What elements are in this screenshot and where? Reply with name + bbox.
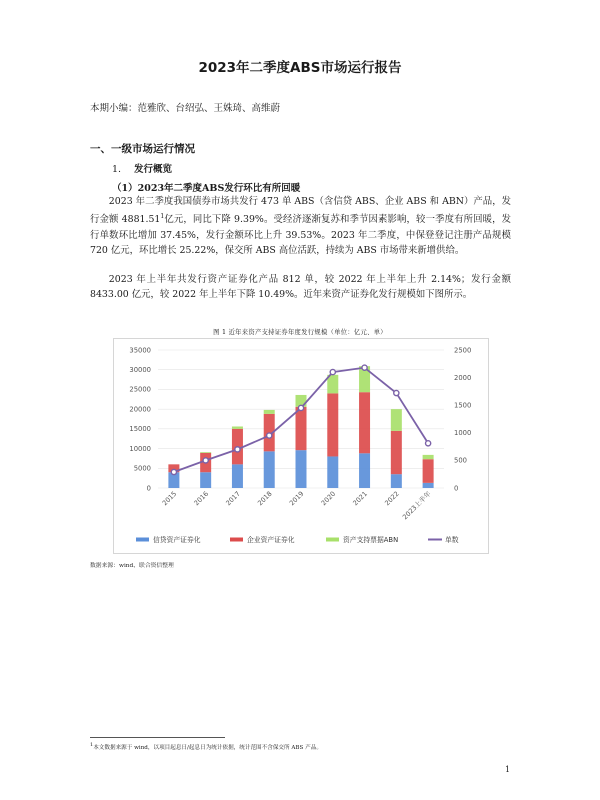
data-source: 数据来源：wind、联合资信整理 — [90, 563, 174, 569]
y-right-tick-label: 2500 — [454, 346, 472, 355]
footnote-rule — [90, 737, 225, 738]
x-tick-label: 2020 — [319, 489, 338, 508]
paragraph-1-part-b: 亿元，同比下降 9.39%。受经济逐渐复苏和季节因素影响，较一季度有所回暖，发行单数环比增加 37.45%，发行金额环比上升 39.53%。2023 年二季度，中保登登记注册产品规模 720 亿元，环比增长 25.22%，保交所 ABS 高位活跃，持续为 ABS 市场带来新增供给。 — [90, 214, 512, 257]
chart-svg — [114, 339, 488, 553]
y-right-tick-label: 0 — [454, 484, 459, 493]
legend-label: 企业资产证券化 — [247, 536, 295, 544]
subsubsection-heading: （1）2023年二季度ABS发行环比有所回暖 — [112, 183, 301, 194]
line-point-count — [394, 390, 399, 395]
bar-信贷资产证券化 — [423, 483, 434, 488]
bar-企业资产证券化 — [327, 393, 338, 456]
paragraph-1-part-a: 2023 年二季度我国债券市场共发行 473 单 ABS（含信贷 ABS、企业 ABS 和 ABN）产品，发行金额 4881.51 — [90, 196, 511, 226]
line-point-count — [330, 369, 335, 374]
y-left-tick-label: 5000 — [133, 464, 151, 473]
y-left-tick-label: 20000 — [129, 405, 151, 414]
y-right-tick-label: 1500 — [454, 401, 472, 410]
line-point-count — [362, 365, 367, 370]
y-left-tick-label: 0 — [146, 484, 151, 493]
subsection-number: 1. — [112, 164, 122, 175]
subsection-heading — [112, 161, 172, 175]
y-right-tick-label: 1000 — [454, 429, 472, 438]
footnote-text: 本文数据来源于 wind，以项目起息日/起息日为统计依据，统计范围不含保交所 ABS 产品。 — [93, 744, 322, 751]
bar-企业资产证券化 — [296, 407, 307, 450]
line-point-count — [203, 458, 208, 463]
legend-swatch — [230, 538, 243, 542]
bar-信贷资产证券化 — [232, 464, 243, 488]
legend-swatch — [326, 538, 339, 542]
paragraph-2: 2023 年上半年共发行资产证券化产品 812 单，较 2022 年上半年上升 2.14%；发行金额 8433.00 亿元，较 2022 年上半年下降 10.49%。近年来资产证券化发行规模如下图所示。 — [90, 274, 511, 301]
bar-企业资产证券化 — [359, 392, 370, 453]
y-right-tick-label: 500 — [454, 456, 467, 465]
x-tick-label: 2023上半年 — [401, 489, 433, 522]
footnote — [90, 742, 322, 751]
bar-资产支持票据ABN — [391, 409, 402, 431]
subsection-title: 发行概览 — [134, 164, 173, 175]
bar-信贷资产证券化 — [359, 453, 370, 488]
x-tick-label: 2016 — [192, 489, 211, 508]
chart-frame — [113, 338, 489, 554]
x-tick-label: 2022 — [383, 489, 401, 508]
bar-企业资产证券化 — [423, 459, 434, 483]
y-left-tick-label: 15000 — [129, 425, 151, 434]
footnote-number: 1 — [90, 742, 94, 748]
line-point-count — [426, 441, 431, 446]
bar-资产支持票据ABN — [232, 426, 243, 428]
editors-line: 本期小编：范雅欣、台绍弘、王姝琦、高维蔚 — [90, 103, 281, 114]
line-point-count — [171, 469, 176, 474]
section-heading: 一、一级市场运行情况 — [90, 143, 195, 155]
line-point-count — [267, 433, 272, 438]
y-right-tick-label: 2000 — [454, 373, 472, 382]
bar-资产支持票据ABN — [200, 452, 211, 453]
bar-信贷资产证券化 — [296, 450, 307, 488]
bar-资产支持票据ABN — [264, 410, 275, 414]
bar-信贷资产证券化 — [200, 472, 211, 488]
y-left-tick-label: 35000 — [129, 346, 151, 355]
legend-label: 资产支持票据ABN — [343, 536, 399, 544]
x-tick-label: 2017 — [224, 489, 242, 508]
footnote-ref: 1 — [160, 213, 165, 221]
legend-swatch — [136, 538, 149, 542]
bar-企业资产证券化 — [391, 431, 402, 474]
bar-信贷资产证券化 — [264, 451, 275, 488]
bar-信贷资产证券化 — [391, 474, 402, 488]
x-tick-label: 2021 — [351, 489, 369, 508]
bar-信贷资产证券化 — [327, 456, 338, 488]
page-number: 1 — [505, 765, 511, 774]
x-tick-label: 2018 — [256, 489, 274, 508]
page-title: 2023年二季度ABS市场运行报告 — [198, 60, 402, 76]
legend-label: 信贷资产证券化 — [153, 536, 201, 544]
x-tick-label: 2015 — [160, 489, 179, 508]
y-left-tick-label: 25000 — [129, 385, 151, 394]
bar-资产支持票据ABN — [423, 455, 434, 459]
line-point-count — [298, 405, 303, 410]
figure-caption: 图 1 近年来资产支持证券年度发行规模（单位：亿元、单） — [213, 329, 387, 336]
y-left-tick-label: 10000 — [129, 444, 151, 453]
legend-label: 单数 — [445, 536, 459, 544]
paragraph-1 — [90, 194, 511, 258]
line-point-count — [235, 447, 240, 452]
y-left-tick-label: 30000 — [129, 366, 151, 375]
x-tick-label: 2019 — [287, 489, 306, 508]
